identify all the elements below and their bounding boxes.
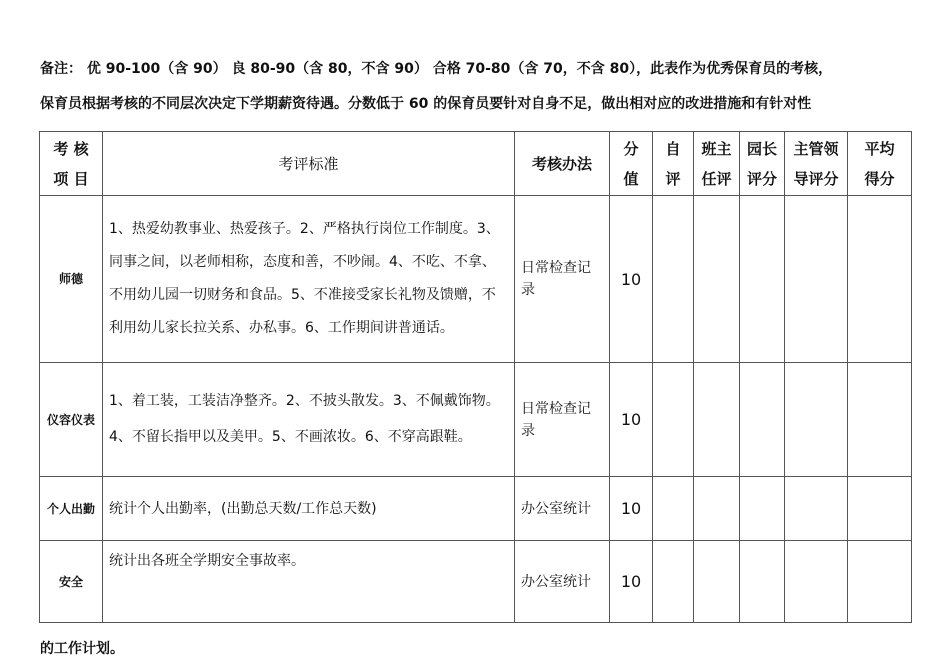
row-criteria — [103, 363, 515, 477]
table-row — [40, 541, 912, 623]
row-score: 10 — [610, 541, 653, 623]
principal-eval-cell[interactable] — [740, 363, 785, 477]
header-method: 考核办法 — [515, 132, 610, 196]
row-item-attendance: 个人出勤 — [40, 477, 103, 541]
self-eval-cell[interactable] — [653, 477, 694, 541]
header-row — [40, 132, 912, 196]
supervisor-eval-cell[interactable] — [785, 477, 848, 541]
self-eval-cell[interactable] — [653, 196, 694, 363]
average-cell[interactable] — [848, 196, 912, 363]
header-teacher-eval: 班主 任评 — [694, 132, 740, 196]
table-row — [40, 477, 912, 541]
header-item: 考 核 项 目 — [40, 132, 103, 196]
row-criteria: 1、热爱幼教事业、热爱孩子。2、严格执行岗位工作制度。3、同事之间，以老师相称，态度和善，不吵闹。4、不吃、不拿、不用幼儿园一切财务和食品。5、不准接受家长礼物及馈赠，不利用幼儿家长拉关系、办私事。6、工作期间讲普通话。 — [103, 196, 515, 363]
average-cell[interactable] — [848, 541, 912, 623]
row-score: 10 — [610, 477, 653, 541]
row-method: 日常检查记录 — [515, 363, 610, 477]
row-item-appearance: 仪容仪表 — [40, 363, 103, 477]
teacher-eval-cell[interactable] — [694, 477, 740, 541]
row-method: 日常检查记录 — [515, 196, 610, 363]
supervisor-eval-cell[interactable] — [785, 541, 848, 623]
supervisor-eval-cell[interactable] — [785, 196, 848, 363]
evaluation-table — [39, 131, 912, 623]
header-principal-eval: 园长 评分 — [740, 132, 785, 196]
principal-eval-cell[interactable] — [740, 196, 785, 363]
row-score: 10 — [610, 196, 653, 363]
row-method: 办公室统计 — [515, 477, 610, 541]
teacher-eval-cell[interactable] — [694, 363, 740, 477]
remark-line-2: 保育员根据考核的不同层次决定下学期薪资待遇。分数低于 60 的保育员要针对自身不足，做出相对应的改进措施和有针对性 — [40, 96, 812, 112]
header-standard: 考评标准 — [103, 132, 515, 196]
row-score: 10 — [610, 363, 653, 477]
criteria-part-2: 4、不留长指甲以及美甲。5、不画浓妆。6、不穿高跟鞋。 — [109, 429, 472, 445]
table-row — [40, 196, 912, 363]
teacher-eval-cell[interactable] — [694, 541, 740, 623]
criteria-part-1: 1、着工装，工装洁净整齐。2、不披头散发。3、不佩戴饰物。 — [109, 393, 500, 409]
row-item-ethics: 师德 — [40, 196, 103, 363]
header-score: 分 值 — [610, 132, 653, 196]
header-average: 平均 得分 — [848, 132, 912, 196]
header-self-eval: 自 评 — [653, 132, 694, 196]
supervisor-eval-cell[interactable] — [785, 363, 848, 477]
principal-eval-cell[interactable] — [740, 477, 785, 541]
self-eval-cell[interactable] — [653, 363, 694, 477]
self-eval-cell[interactable] — [653, 541, 694, 623]
principal-eval-cell[interactable] — [740, 541, 785, 623]
table-row — [40, 363, 912, 477]
remark-line-1: 备注： 优 90-100（含 90） 良 80-90（含 80，不含 90） 合格 70-80（含 70，不含 80），此表作为优秀保育员的考核， — [40, 61, 833, 77]
remark-tail: 的工作计划。 — [40, 641, 124, 657]
row-method: 办公室统计 — [515, 541, 610, 623]
row-criteria: 统计出各班全学期安全事故率。 — [103, 541, 515, 623]
average-cell[interactable] — [848, 477, 912, 541]
teacher-eval-cell[interactable] — [694, 196, 740, 363]
header-supervisor-eval: 主管领 导评分 — [785, 132, 848, 196]
average-cell[interactable] — [848, 363, 912, 477]
row-item-safety: 安全 — [40, 541, 103, 623]
row-criteria: 统计个人出勤率，(出勤总天数/工作总天数) — [103, 477, 515, 541]
